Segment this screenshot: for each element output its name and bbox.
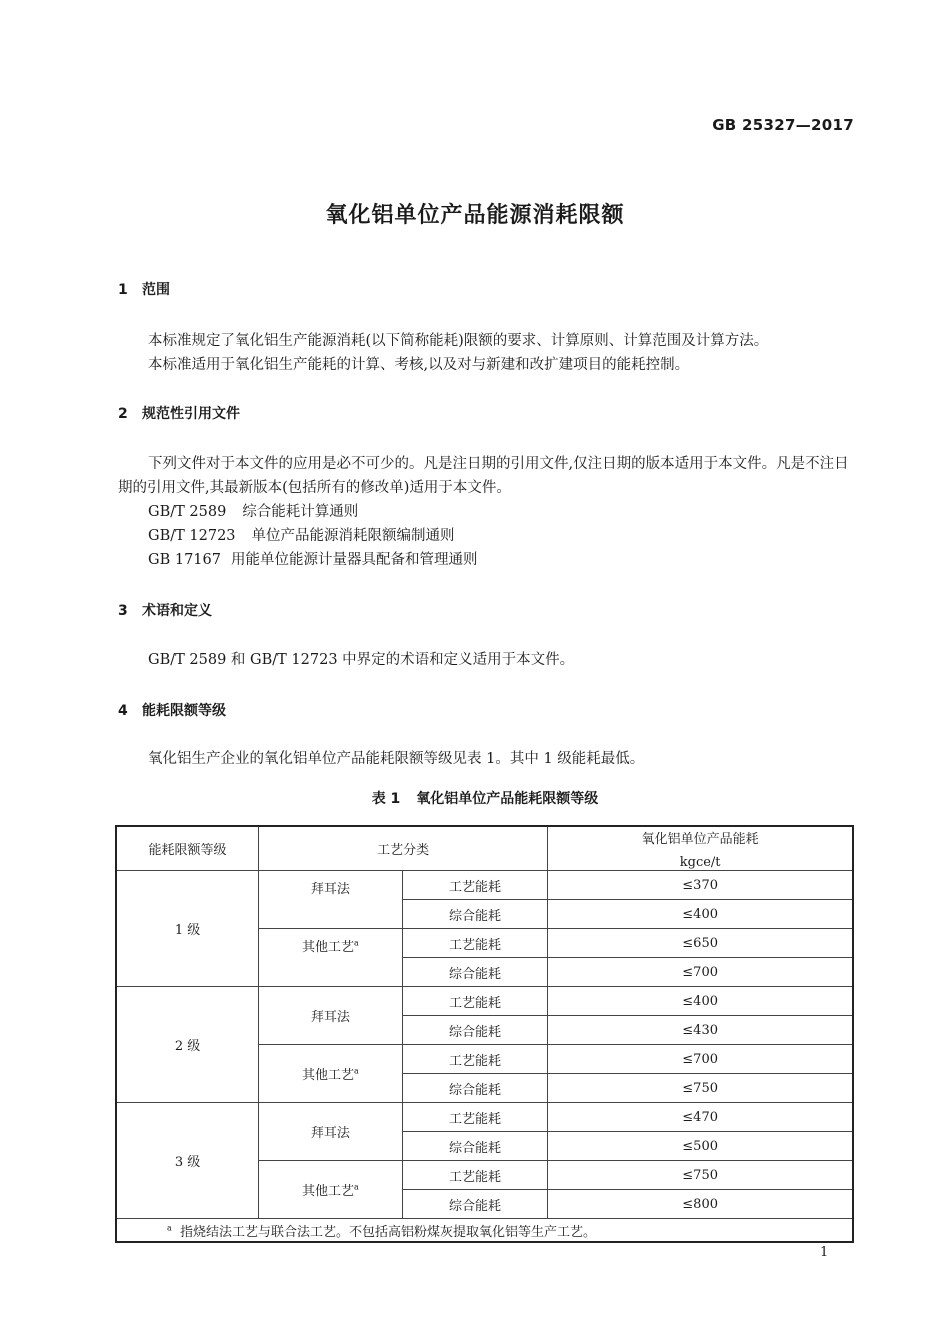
table-caption-title: 氧化铝单位产品能耗限额等级 <box>416 791 599 807</box>
section-number: 4 <box>118 703 128 719</box>
grade-cell: 1 级 <box>116 871 259 987</box>
consumption-type-cell: 工艺能耗 <box>402 1045 548 1074</box>
reference-item <box>118 524 858 548</box>
process-cell <box>259 1045 403 1103</box>
table-footnote-row <box>116 1219 853 1243</box>
section-4-body <box>118 747 858 771</box>
footnote-marker: a <box>167 1223 172 1233</box>
consumption-type-cell: 综合能耗 <box>402 1190 548 1219</box>
limit-value-cell: ≤400 <box>548 987 853 1016</box>
limit-value-cell: ≤700 <box>548 1045 853 1074</box>
process-cell <box>259 929 403 987</box>
reference-code: GB 17167 <box>148 552 221 568</box>
limit-value-cell: ≤750 <box>548 1161 853 1190</box>
footnote-marker: a <box>354 938 359 948</box>
reference-title: 单位产品能源消耗限额编制通则 <box>251 528 455 544</box>
consumption-type-cell: 工艺能耗 <box>402 871 548 900</box>
section-2-heading <box>118 403 240 423</box>
limit-value-cell: ≤500 <box>548 1132 853 1161</box>
process-name: 其他工艺 <box>301 940 354 955</box>
section-4-heading <box>118 700 226 720</box>
section-2-body <box>118 452 858 572</box>
grade-cell: 3 级 <box>116 1103 259 1219</box>
header-grade: 能耗限额等级 <box>116 826 259 871</box>
consumption-type-cell: 综合能耗 <box>402 958 548 987</box>
standard-number: GB 25327—2017 <box>712 116 854 134</box>
reference-title: 综合能耗计算通则 <box>242 504 359 520</box>
footnote-marker: a <box>354 1066 359 1076</box>
process-name: 其他工艺 <box>301 1068 354 1083</box>
consumption-type-cell: 综合能耗 <box>402 1016 548 1045</box>
limit-value-cell: ≤470 <box>548 1103 853 1132</box>
paragraph: 本标准规定了氧化铝生产能源消耗(以下简称能耗)限额的要求、计算原则、计算范围及计算方法。 <box>148 333 769 349</box>
reference-item <box>118 500 858 524</box>
section-number: 1 <box>118 282 128 298</box>
section-1-heading <box>118 279 170 299</box>
reference-item <box>118 548 858 572</box>
paragraph: 本标准适用于氧化铝生产能耗的计算、考核,以及对与新建和改扩建项目的能耗控制。 <box>148 357 690 373</box>
limit-value-cell: ≤650 <box>548 929 853 958</box>
section-1-body <box>118 329 858 377</box>
section-3-heading <box>118 600 212 620</box>
limit-value-cell: ≤750 <box>548 1074 853 1103</box>
consumption-type-cell: 综合能耗 <box>402 1132 548 1161</box>
limit-value-cell: ≤370 <box>548 871 853 900</box>
process-cell: 拜耳法 <box>259 1103 403 1161</box>
section-number: 3 <box>118 603 128 619</box>
limit-value-cell: ≤700 <box>548 958 853 987</box>
section-3-body <box>118 648 858 672</box>
section-title: 范围 <box>142 282 170 298</box>
table-row <box>116 987 853 1016</box>
limit-value-cell: ≤430 <box>548 1016 853 1045</box>
header-consumption <box>548 826 853 871</box>
grade-cell: 2 级 <box>116 987 259 1103</box>
table-row <box>116 871 853 900</box>
paragraph: GB/T 2589 和 GB/T 12723 中界定的术语和定义适用于本文件。 <box>148 652 575 668</box>
header-consumption-label: 氧化铝单位产品能耗 <box>641 831 759 847</box>
paragraph: 氧化铝生产企业的氧化铝单位产品能耗限额等级见表 1。其中 1 级能耗最低。 <box>148 751 645 767</box>
header-unit: kgce/t <box>679 854 721 870</box>
reference-code: GB/T 12723 <box>148 528 236 544</box>
process-cell <box>259 1161 403 1219</box>
consumption-type-cell: 综合能耗 <box>402 1074 548 1103</box>
table-caption-label: 表 1 <box>371 791 401 807</box>
section-title: 术语和定义 <box>142 603 212 619</box>
limit-value-cell: ≤400 <box>548 900 853 929</box>
energy-limit-table <box>115 825 854 1243</box>
consumption-type-cell: 工艺能耗 <box>402 1103 548 1132</box>
section-number: 2 <box>118 406 128 422</box>
section-title: 能耗限额等级 <box>142 703 226 719</box>
reference-code: GB/T 2589 <box>148 504 227 520</box>
consumption-type-cell: 工艺能耗 <box>402 929 548 958</box>
process-name: 其他工艺 <box>301 1184 354 1199</box>
process-cell: 拜耳法 <box>259 871 403 929</box>
page-number: 1 <box>820 1245 829 1260</box>
table-footnote <box>116 1219 853 1243</box>
footnote-text: 指烧结法工艺与联合法工艺。不包括高铝粉煤灰提取氧化铝等生产工艺。 <box>180 1224 597 1240</box>
footnote-marker: a <box>354 1182 359 1192</box>
limit-value-cell: ≤800 <box>548 1190 853 1219</box>
document-title: 氧化铝单位产品能源消耗限额 <box>325 203 625 228</box>
consumption-type-cell: 工艺能耗 <box>402 987 548 1016</box>
section-title: 规范性引用文件 <box>142 406 240 422</box>
consumption-type-cell: 工艺能耗 <box>402 1161 548 1190</box>
table-header-row <box>116 826 853 871</box>
paragraph: 下列文件对于本文件的应用是必不可少的。凡是注日期的引用文件,仅注日期的版本适用于本文件。凡是不注日期的引用文件,其最新版本(包括所有的修改单)适用于本文件。 <box>118 456 849 496</box>
table-row <box>116 1103 853 1132</box>
table-caption <box>0 788 950 808</box>
process-cell: 拜耳法 <box>259 987 403 1045</box>
consumption-type-cell: 综合能耗 <box>402 900 548 929</box>
reference-title: 用能单位能源计量器具配备和管理通则 <box>230 552 478 568</box>
header-process: 工艺分类 <box>259 826 548 871</box>
